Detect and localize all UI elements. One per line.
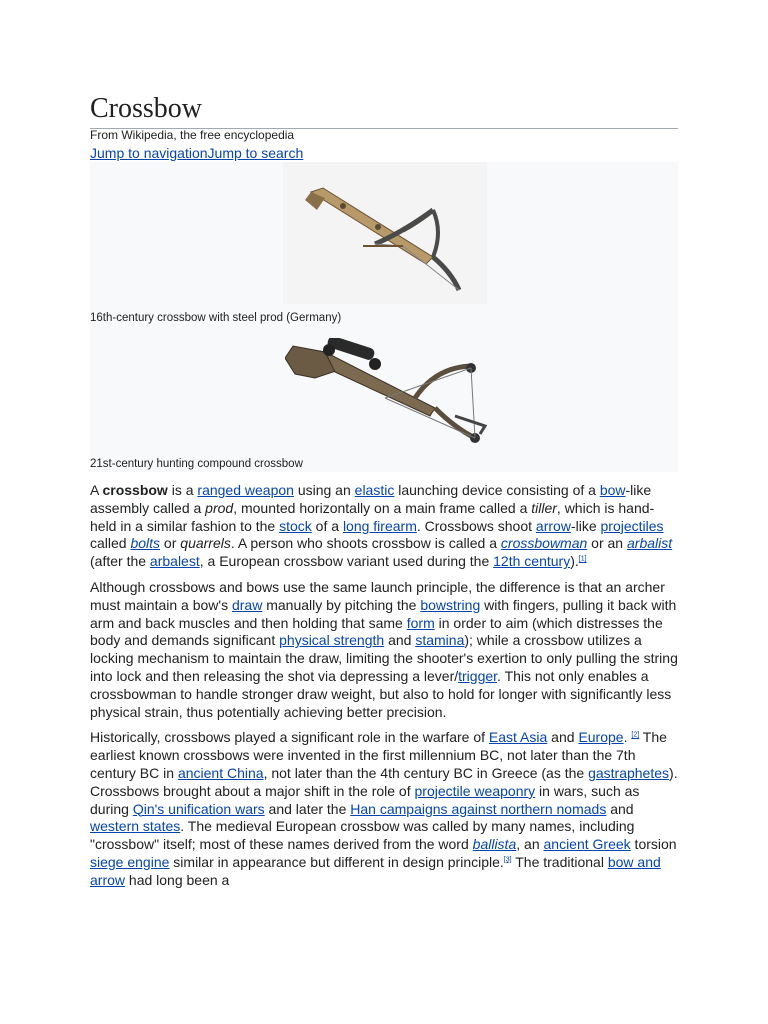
text: with fingers, pulling it back with arm and back muscles and then holding that same bbox=[90, 596, 677, 631]
text: , a European crossbow variant used during the bbox=[199, 553, 494, 570]
text: , which is hand-held in a similar fashion to the bbox=[90, 499, 655, 534]
figure-caption-1: 16th-century crossbow with steel prod (Germany) bbox=[90, 312, 342, 324]
italic-term: tiller bbox=[531, 499, 557, 516]
text: launching device consisting of a bbox=[394, 482, 600, 498]
western-states-link[interactable]: western states bbox=[90, 818, 181, 835]
europe-link[interactable]: Europe bbox=[578, 729, 624, 746]
text: . The medieval European crossbow was called by many names, including "crossbow" itself; most of these names derived from the word bbox=[90, 818, 635, 853]
text: torsion bbox=[630, 836, 677, 853]
jump-links bbox=[90, 145, 303, 161]
text: The earliest known crossbows were invented in the first millennium BC, not later than the 7th century BC in bbox=[90, 729, 667, 781]
text: using an bbox=[293, 482, 355, 498]
arbalest-link[interactable]: arbalest bbox=[149, 553, 200, 570]
bowstring-link[interactable]: bowstring bbox=[420, 596, 481, 613]
italic-term: prod bbox=[205, 499, 234, 516]
text: A bbox=[90, 482, 103, 498]
bow-link[interactable]: bow bbox=[599, 482, 626, 498]
draw-link[interactable]: draw bbox=[231, 596, 263, 613]
reference-1-link[interactable]: [1] bbox=[578, 555, 587, 563]
jump-to-search-link[interactable]: Jump to search bbox=[207, 145, 304, 161]
projectiles-link[interactable]: projectiles bbox=[600, 517, 664, 534]
text: or bbox=[160, 535, 181, 552]
text: or an bbox=[587, 535, 627, 552]
qin-unification-wars-link[interactable]: Qin's unification wars bbox=[132, 800, 265, 817]
text: manually by pitching the bbox=[262, 596, 421, 613]
trigger-link[interactable]: trigger bbox=[458, 667, 498, 684]
text: had long been a bbox=[125, 871, 230, 888]
reference-3-link[interactable]: [3] bbox=[503, 856, 512, 864]
text: and bbox=[606, 800, 634, 817]
text: ). Crossbows brought about a major shift in the role of bbox=[90, 764, 678, 799]
paragraph-1 bbox=[90, 482, 680, 571]
text: . This not only enables a crossbowman to handle stronger draw weight, but also to hold for longer with significantly less physical strain, thus potentially achieving better precision. bbox=[90, 667, 672, 720]
12th-century-link[interactable]: 12th century bbox=[493, 553, 571, 570]
text: and bbox=[547, 729, 579, 746]
text: and bbox=[384, 632, 416, 649]
compound-crossbow-image[interactable] bbox=[285, 338, 495, 450]
text: . Crossbows shoot bbox=[416, 517, 536, 534]
ranged-weapon-link[interactable]: ranged weapon bbox=[197, 482, 294, 498]
article-body bbox=[90, 482, 680, 898]
text: similar in appearance but different in design principle. bbox=[169, 853, 504, 870]
east-asia-link[interactable]: East Asia bbox=[488, 729, 548, 746]
ancient-china-link[interactable]: ancient China bbox=[177, 764, 264, 781]
figure-caption-2: 21st-century hunting compound crossbow bbox=[90, 458, 303, 470]
text: ); while a crossbow utilizes a locking mechanism to maintain the draw, limiting the shooter's exertion to only pulling the string into lock and then releasing the shot via depressing a lever/ bbox=[90, 632, 678, 684]
stamina-link[interactable]: stamina bbox=[415, 632, 465, 649]
gastraphetes-link[interactable]: gastraphetes bbox=[588, 764, 670, 781]
bow-and-arrow-link[interactable]: bow and arrow bbox=[90, 853, 661, 888]
physical-strength-link[interactable]: physical strength bbox=[279, 632, 385, 649]
medieval-crossbow-image[interactable] bbox=[283, 162, 487, 304]
jump-to-navigation-link[interactable]: Jump to navigation bbox=[90, 145, 208, 161]
text: The traditional bbox=[511, 853, 608, 870]
crossbowman-link-text: crossbowman bbox=[500, 535, 588, 552]
page-title: Crossbow bbox=[90, 92, 678, 129]
bolts-link-text: bolts bbox=[130, 535, 161, 552]
han-campaigns-link[interactable]: Han campaigns against northern nomads bbox=[350, 800, 607, 817]
form-link[interactable]: form bbox=[406, 614, 435, 631]
text: -like assembly called a bbox=[90, 482, 652, 516]
ballista-link-text: ballista bbox=[472, 836, 517, 853]
text: , an bbox=[516, 836, 544, 853]
tagline: From Wikipedia, the free encyclopedia bbox=[90, 128, 295, 142]
figure-box bbox=[90, 162, 678, 472]
bold-term: crossbow bbox=[102, 482, 168, 498]
siege-engine-link[interactable]: siege engine bbox=[90, 853, 170, 870]
italic-term: quarrels bbox=[180, 535, 231, 552]
text: -like bbox=[570, 517, 601, 534]
reference-2-link[interactable]: [2] bbox=[631, 731, 640, 739]
projectile-weaponry-link[interactable]: projectile weaponry bbox=[414, 782, 536, 799]
long-firearm-link[interactable]: long firearm bbox=[342, 517, 417, 534]
arrow-link[interactable]: arrow bbox=[535, 517, 571, 534]
crossbowman-link[interactable] bbox=[501, 535, 587, 551]
text: . A person who shoots crossbow is called a bbox=[230, 535, 501, 552]
ancient-greek-link[interactable]: ancient Greek bbox=[543, 836, 631, 853]
text: in order to aim (which distresses the body and demands significant bbox=[90, 614, 663, 649]
text: , not later than the 4th century BC in Greece (as the bbox=[263, 764, 589, 781]
text: called bbox=[90, 535, 131, 552]
stock-link[interactable]: stock bbox=[279, 517, 312, 534]
text: Historically, crossbows played a significant role in the warfare of bbox=[90, 729, 489, 746]
text: in wars, such as during bbox=[90, 782, 640, 817]
paragraph-3 bbox=[90, 729, 680, 889]
text: of a bbox=[311, 517, 343, 534]
arbalist-link-text: arbalist bbox=[627, 535, 673, 552]
text: (after the bbox=[90, 553, 150, 570]
arbalist-link[interactable] bbox=[627, 535, 672, 551]
text: , mounted horizontally on a main frame called a bbox=[233, 499, 532, 516]
text: ). bbox=[570, 553, 579, 570]
text: . bbox=[623, 729, 632, 746]
text: Although crossbows and bows use the same launch principle, the difference is that an archer must maintain a bow's bbox=[90, 578, 665, 613]
paragraph-2 bbox=[90, 579, 680, 721]
ballista-link[interactable] bbox=[473, 836, 517, 852]
text: is a bbox=[167, 482, 198, 498]
text: and later the bbox=[264, 800, 351, 817]
elastic-link[interactable]: elastic bbox=[354, 482, 395, 498]
bolts-link[interactable] bbox=[130, 535, 160, 551]
